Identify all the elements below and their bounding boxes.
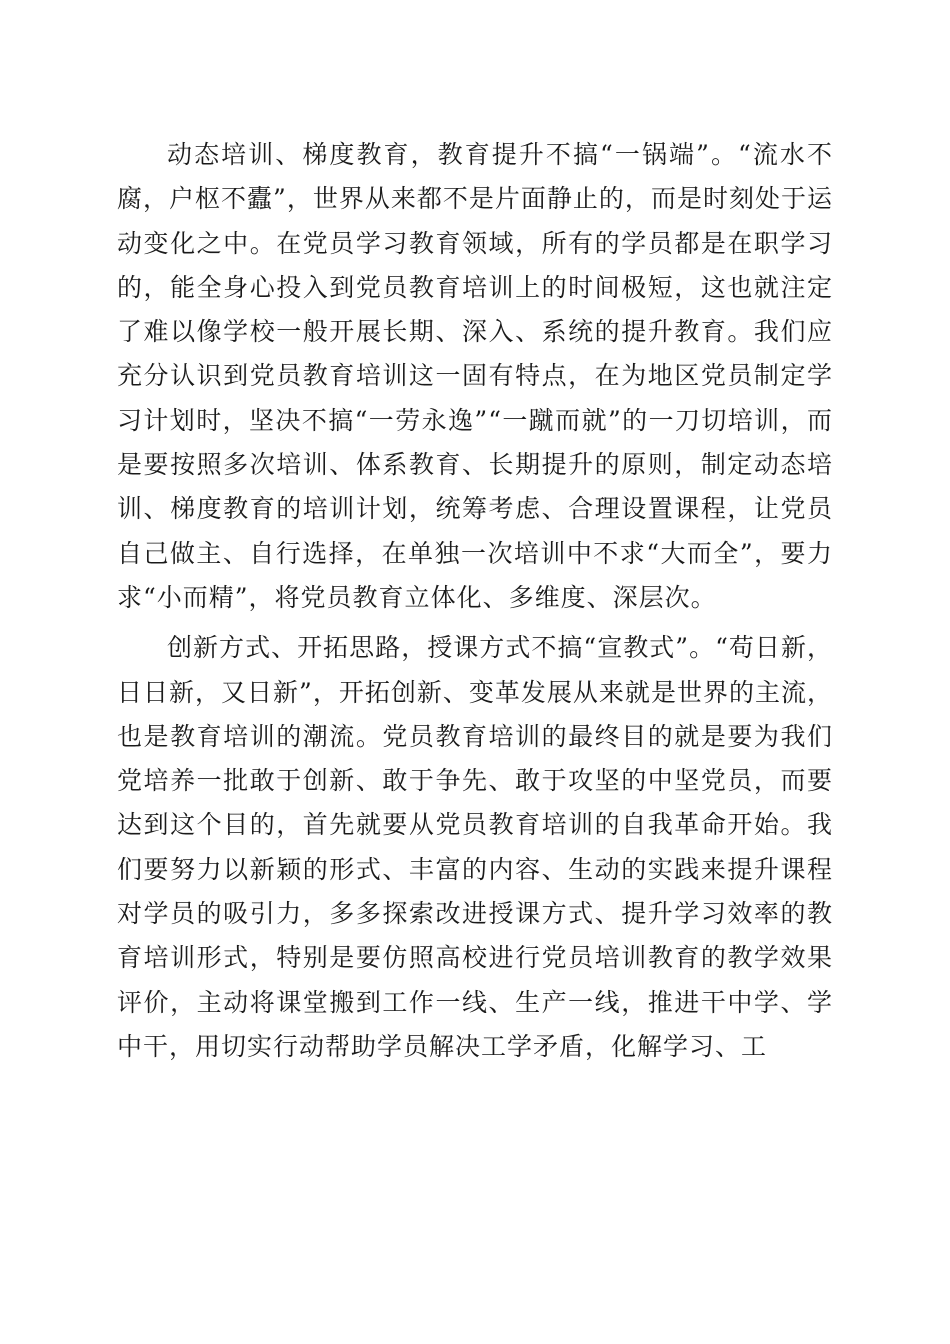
paragraph-innovative-methods: 创新方式、开拓思路，授课方式不搞“宣教式”。“苟日新，日日新，又日新”，开拓创新、变革发展从来就是世界的主流，也是教育培训的潮流。党员教育培训的最终目的就是要为我们党培养一批敢于创新、敢于争先、敢于攻坚的中坚党员，而要达到这个目的，首先就要从党员教育培训的自我革命开始。我们要努力以新颖的形式、丰富的内容、生动的实践来提升课程对学员的吸引力，多多探索改进授课方式、提升学习效率的教育培训形式，特别是要仿照高校进行党员培训教育的教学效果评价，主动将课堂搬到工作一线、生产一线，推进干中学、学中干，用切实行动帮助学员解决工学矛盾，化解学习、工	[117, 633, 833, 1061]
document-body	[117, 133, 833, 1075]
paragraph-dynamic-training: 动态培训、梯度教育，教育提升不搞“一锅端”。“流水不腐，户枢不蠹”，世界从来都不是片面静止的，而是时刻处于运动变化之中。在党员学习教育领域，所有的学员都是在职学习的，能全身心投入到党员教育培训上的时间极短，这也就注定了难以像学校一般开展长期、深入、系统的提升教育。我们应充分认识到党员教育培训这一固有特点，在为地区党员制定学习计划时，坚决不搞“一劳永逸”“一蹴而就”的一刀切培训，而是要按照多次培训、体系教育、长期提升的原则，制定动态培训、梯度教育的培训计划，统筹考虑、合理设置课程，让党员自己做主、自行选择，在单独一次培训中不求“大而全”，要力求“小而精”，将党员教育立体化、多维度、深层次。	[117, 140, 833, 612]
